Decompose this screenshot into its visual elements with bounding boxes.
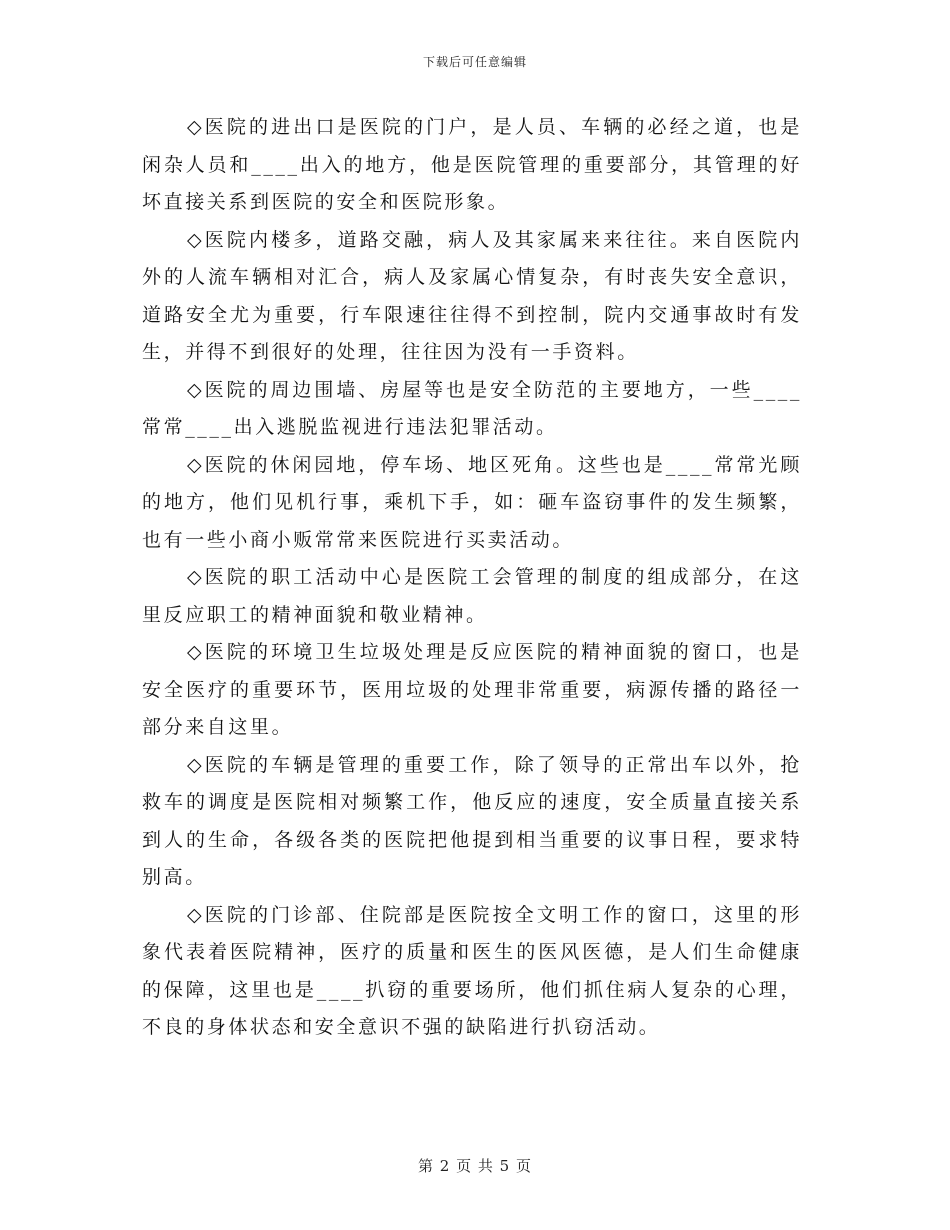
paragraph-entrance: ◇医院的进出口是医院的门户，是人员、车辆的必经之道，也是闲杂人员和____出入的地方，他是医院管理的重要部分，其管理的好坏直接关系到医院的安全和医院形象。 [142, 116, 802, 213]
page-number: 第 2 页 共 5 页 [418, 1157, 532, 1175]
paragraph-roads: ◇医院内楼多，道路交融，病人及其家属来来往往。来自医院内外的人流车辆相对汇合，病人及家属心情复杂，有时丧失安全意识，道路安全尤为重要，行车限速往往得不到控制，院内交通事故时有发生，并得不到很好的处理，往往因为没有一手资料。 [142, 228, 802, 363]
paragraph-staff-center: ◇医院的职工活动中心是医院工会管理的制度的组成部分，在这里反应职工的精神面貌和敬业精神。 [142, 566, 802, 626]
paragraph-sanitation: ◇医院的环境卫生垃圾处理是反应医院的精神面貌的窗口，也是安全医疗的重要环节，医用垃圾的处理非常重要，病源传播的路径一部分来自这里。 [142, 641, 802, 738]
page-header: 下载后可任意编辑 [422, 55, 527, 69]
paragraph-vehicles: ◇医院的车辆是管理的重要工作，除了领导的正常出车以外，抢救车的调度是医院相对频繁工作，他反应的速度，安全质量直接关系到人的生命，各级各类的医院把他提到相当重要的议事日程，要求特别高。 [142, 753, 802, 888]
document-body [142, 109, 802, 1047]
paragraph-perimeter: ◇医院的周边围墙、房屋等也是安全防范的主要地方，一些____常常____出入逃脱监视进行违法犯罪活动。 [142, 378, 802, 438]
paragraph-leisure-areas: ◇医院的休闲园地，停车场、地区死角。这些也是____常常光顾的地方，他们见机行事，乘机下手，如：砸车盗窃事件的发生频繁，也有一些小商小贩常常来医院进行买卖活动。 [142, 453, 802, 551]
paragraph-outpatient: ◇医院的门诊部、住院部是医院按全文明工作的窗口，这里的形象代表着医院精神，医疗的质量和医生的医风医德，是人们生命健康的保障，这里也是____扒窃的重要场所，他们抓住病人复杂的心理，不良的身体状态和安全意识不强的缺陷进行扒窃活动。 [142, 903, 802, 1038]
